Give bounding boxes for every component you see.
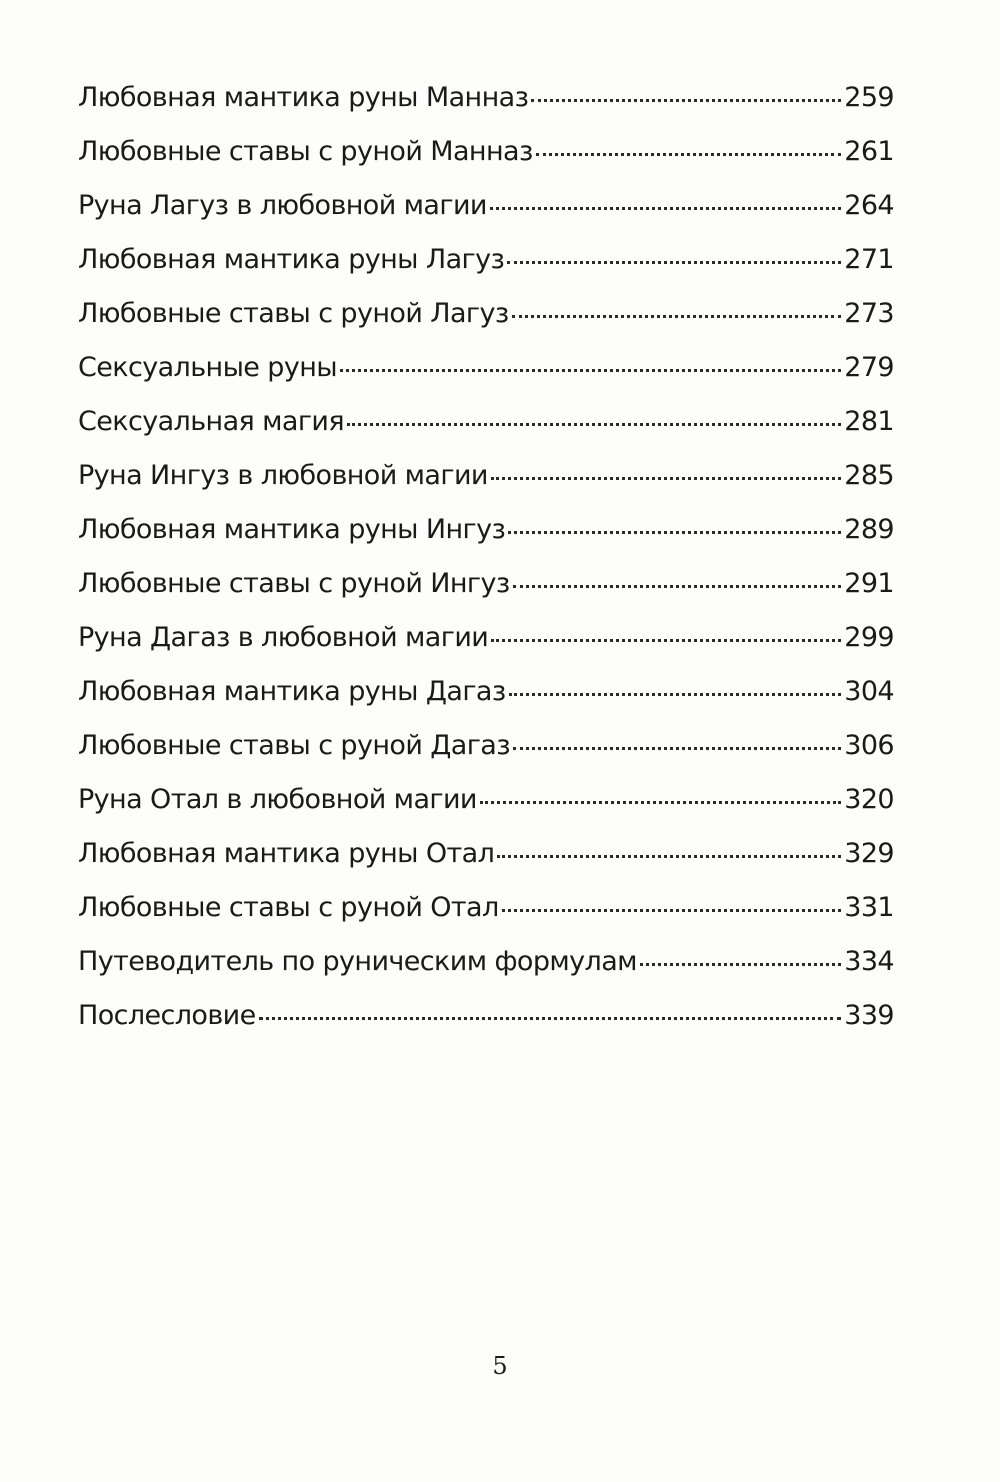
dot-leader (513, 585, 842, 588)
toc-entry (78, 244, 894, 298)
dot-leader (502, 909, 842, 912)
dot-leader (480, 801, 841, 804)
toc-entry-page: 329 (844, 838, 894, 869)
toc-entry-page: 285 (844, 460, 894, 491)
toc-entry (78, 892, 894, 946)
toc-entry-title: Сексуальная магия (78, 406, 345, 437)
toc-entry (78, 460, 894, 514)
toc-entry-page: 320 (844, 784, 894, 815)
toc-entry (78, 676, 894, 730)
toc-entry-title: Руна Отал в любовной магии (78, 784, 477, 815)
toc-entry-title: Любовные ставы с руной Манназ (78, 136, 533, 167)
dot-leader (491, 477, 841, 480)
dot-leader (640, 963, 841, 966)
toc-entry-title: Любовная мантика руны Дагаз (78, 676, 506, 707)
toc-entry-page: 339 (844, 1000, 894, 1031)
toc-entry-title: Любовная мантика руны Ингуз (78, 514, 506, 545)
toc-entry-title: Послесловие (78, 1000, 256, 1031)
dot-leader (531, 99, 841, 102)
page-number: 5 (492, 1352, 508, 1380)
toc-entry-title: Любовные ставы с руной Отал (78, 892, 499, 923)
toc-entry (78, 514, 894, 568)
toc-entry-title: Любовная мантика руны Манназ (78, 82, 529, 113)
dot-leader (497, 855, 841, 858)
toc-entry-page: 299 (844, 622, 894, 653)
toc-entry (78, 838, 894, 892)
toc-entry-title: Любовная мантика руны Лагуз (78, 244, 505, 275)
dot-leader (507, 261, 841, 264)
toc-entry-page: 331 (844, 892, 894, 923)
dot-leader (508, 531, 841, 534)
toc-entry-page: 279 (844, 352, 894, 383)
toc-entry-page: 334 (844, 946, 894, 977)
toc-entry (78, 82, 894, 136)
toc-entry (78, 298, 894, 352)
toc-entry (78, 190, 894, 244)
toc-entry-page: 264 (844, 190, 894, 221)
toc-entry-title: Сексуальные руны (78, 352, 337, 383)
toc-entry (78, 136, 894, 190)
dot-leader (513, 747, 841, 750)
toc-entry-title: Руна Дагаз в любовной магии (78, 622, 489, 653)
toc-entry (78, 730, 894, 784)
toc-entry-title: Руна Ингуз в любовной магии (78, 460, 488, 491)
toc-entry (78, 568, 894, 622)
toc-entry-title: Руна Лагуз в любовной магии (78, 190, 487, 221)
dot-leader (491, 639, 841, 642)
toc-entry-page: 306 (844, 730, 894, 761)
toc-entry (78, 946, 894, 1000)
toc-entry (78, 406, 894, 460)
toc-entry (78, 352, 894, 406)
toc-entry-page: 273 (844, 298, 894, 329)
dot-leader (347, 423, 841, 426)
toc-entry-title: Любовная мантика руны Отал (78, 838, 495, 869)
dot-leader (536, 153, 842, 156)
table-of-contents (78, 82, 894, 1054)
toc-entry-page: 289 (844, 514, 894, 545)
toc-entry-title: Любовные ставы с руной Лагуз (78, 298, 509, 329)
dot-leader (340, 369, 841, 372)
toc-entry (78, 784, 894, 838)
dot-leader (509, 693, 842, 696)
toc-entry-title: Любовные ставы с руной Дагаз (78, 730, 510, 761)
toc-entry (78, 1000, 894, 1054)
toc-entry-page: 259 (844, 82, 894, 113)
toc-entry-page: 291 (844, 568, 894, 599)
dot-leader (259, 1017, 842, 1020)
dot-leader (490, 207, 841, 210)
toc-entry-page: 281 (844, 406, 894, 437)
toc-entry-page: 271 (844, 244, 894, 275)
toc-entry-title: Любовные ставы с руной Ингуз (78, 568, 510, 599)
toc-entry-page: 261 (844, 136, 894, 167)
toc-entry-title: Путеводитель по руническим формулам (78, 946, 637, 977)
toc-entry (78, 622, 894, 676)
dot-leader (512, 315, 842, 318)
toc-entry-page: 304 (844, 676, 894, 707)
